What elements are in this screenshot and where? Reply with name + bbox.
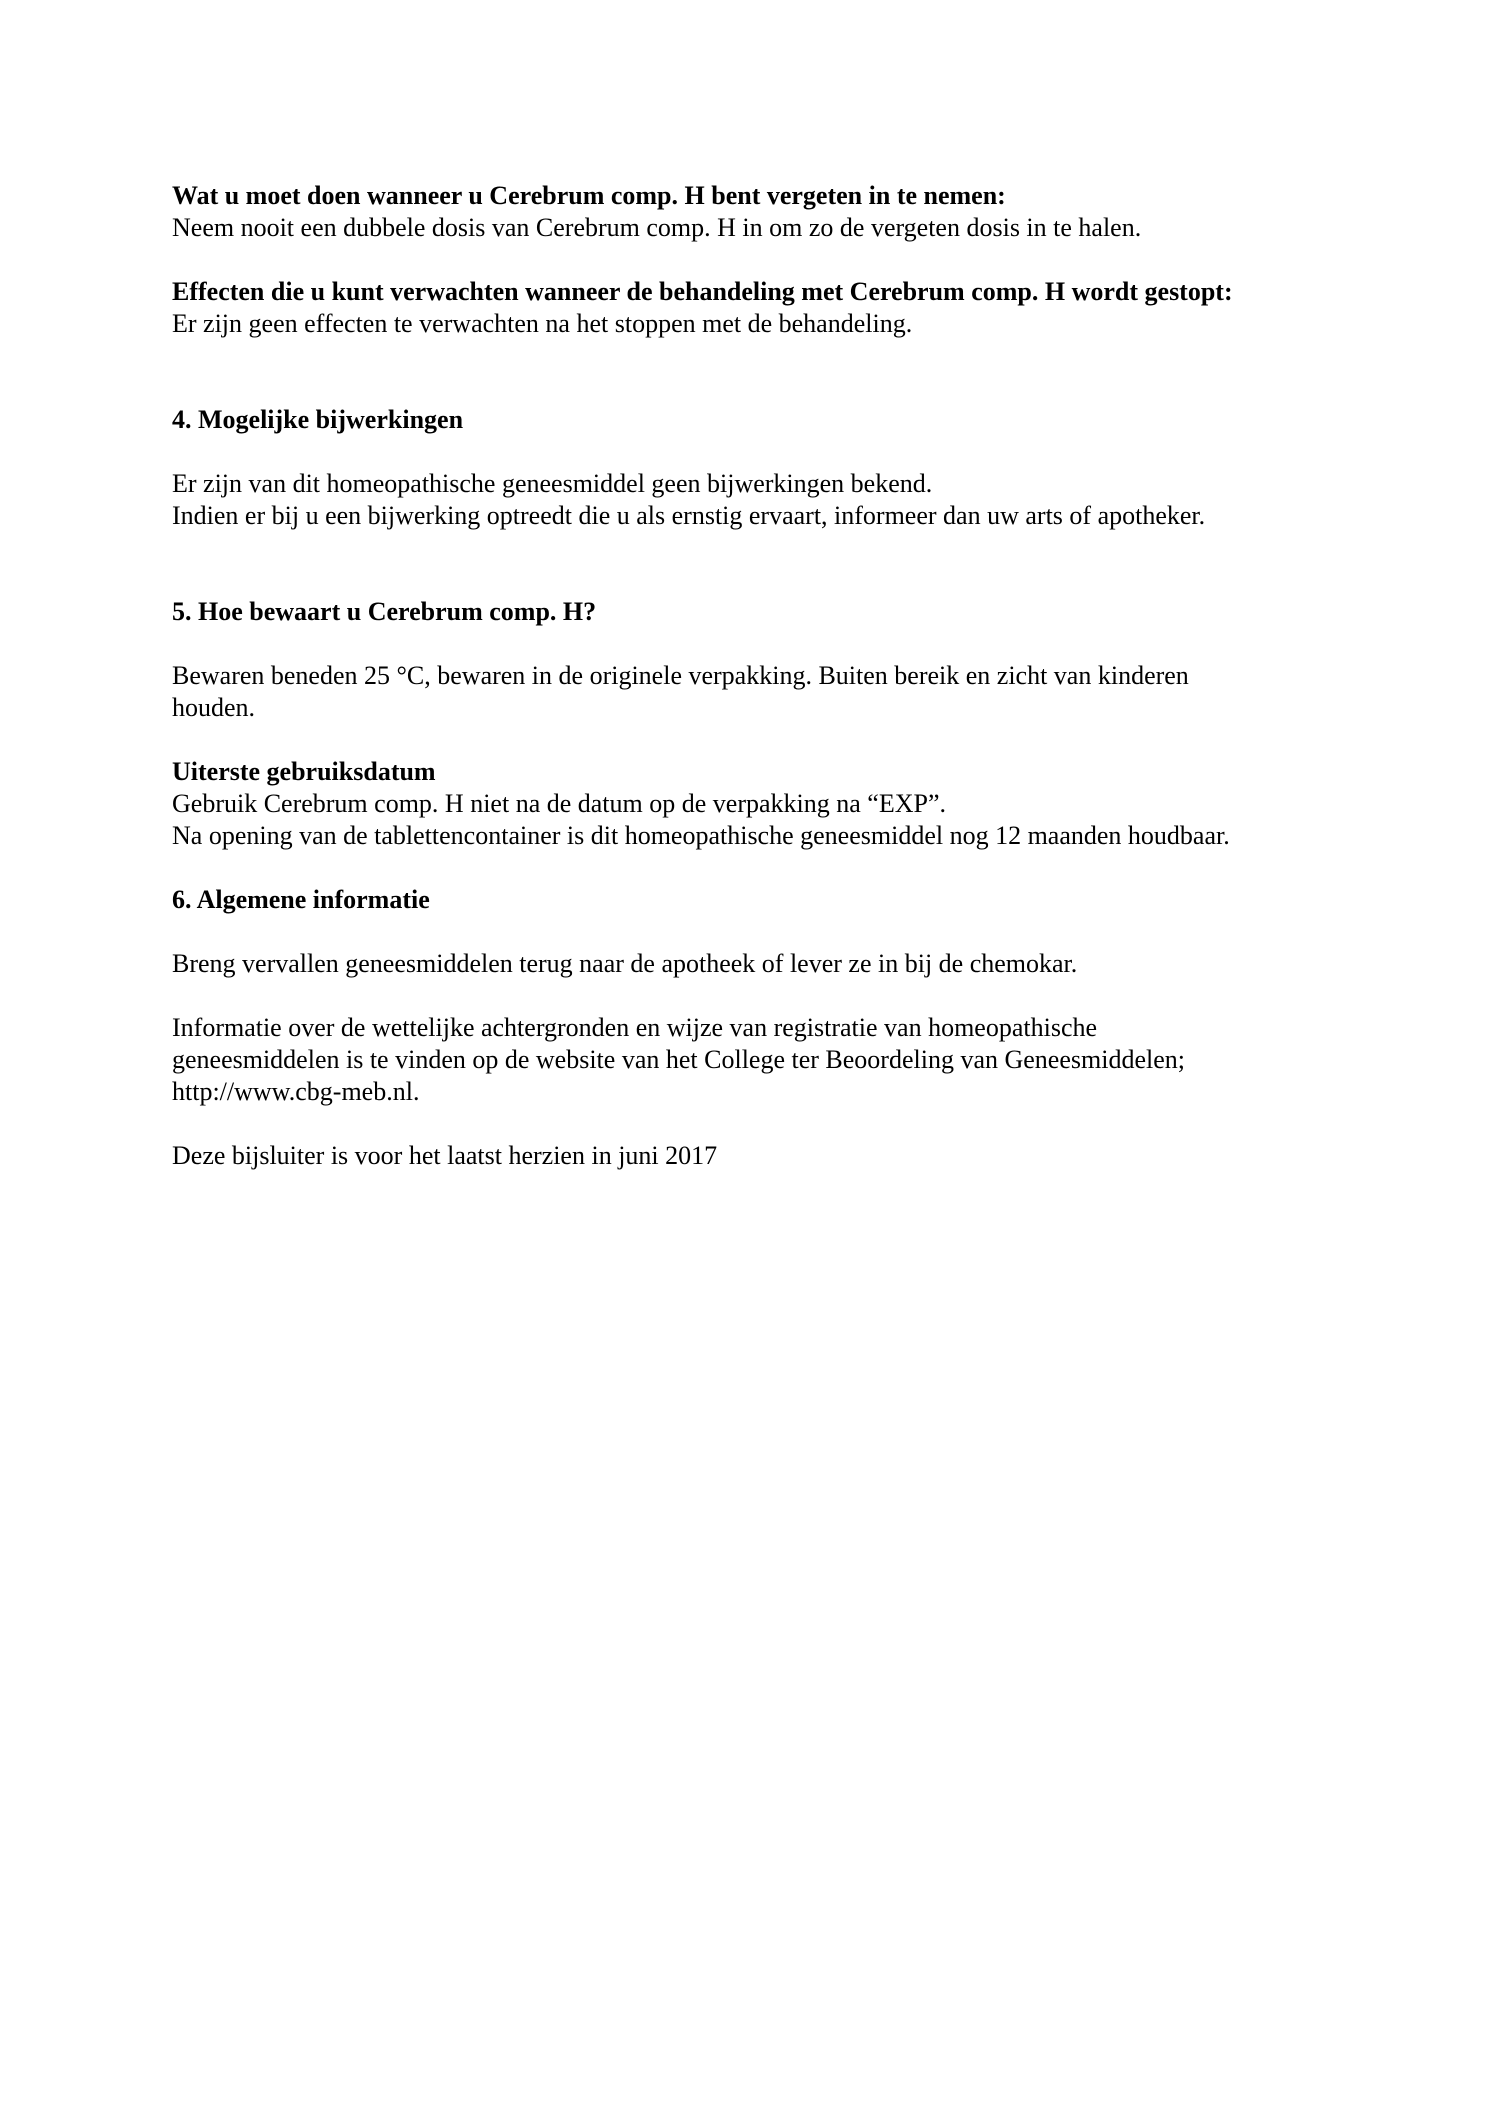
section6-info-url: http://www.cbg-meb.nl. [172, 1077, 420, 1106]
section6-info-line1: Informatie over de wettelijke achtergronden en wijze van registratie van homeopathische [172, 1013, 1098, 1042]
spacer [172, 532, 1344, 596]
section6-line1: Breng vervallen geneesmiddelen terug naar de apotheek of lever ze in bij de chemokar. [172, 949, 1078, 978]
stop-treatment-body: Er zijn geen effecten te verwachten na het stoppen met de behandeling. [172, 309, 913, 338]
spacer [172, 916, 1344, 948]
spacer [172, 340, 1344, 404]
expiry-line2: Na opening van de tablettencontainer is dit homeopathische geneesmiddel nog 12 maanden houdbaar. [172, 821, 1230, 850]
spacer [172, 852, 1344, 884]
section4-title: 4. Mogelijke bijwerkingen [172, 405, 464, 434]
spacer [172, 1108, 1344, 1140]
section6-title: 6. Algemene informatie [172, 885, 430, 914]
missed-dose-body: Neem nooit een dubbele dosis van Cerebrum comp. H in om zo de vergeten dosis in te halen. [172, 213, 1142, 242]
spacer [172, 980, 1344, 1012]
section4-line2: Indien er bij u een bijwerking optreedt die u als ernstig ervaart, informeer dan uw arts of apotheker. [172, 501, 1206, 530]
spacer [172, 244, 1344, 276]
section5-line2: houden. [172, 693, 256, 722]
spacer [172, 628, 1344, 660]
expiry-heading: Uiterste gebruiksdatum [172, 757, 436, 786]
section5-line1: Bewaren beneden 25 °C, bewaren in de originele verpakking. Buiten bereik en zicht van kinderen [172, 661, 1189, 690]
section6-info-line2: geneesmiddelen is te vinden op de website van het College ter Beoordeling van Geneesmiddelen; [172, 1045, 1185, 1074]
spacer [172, 436, 1344, 468]
section5-title: 5. Hoe bewaart u Cerebrum comp. H? [172, 597, 597, 626]
section4-line1: Er zijn van dit homeopathische geneesmiddel geen bijwerkingen bekend. [172, 469, 933, 498]
spacer [172, 724, 1344, 756]
missed-dose-heading: Wat u moet doen wanneer u Cerebrum comp. H bent vergeten in te nemen: [172, 181, 1006, 210]
expiry-line1: Gebruik Cerebrum comp. H niet na de datum op de verpakking na “EXP”. [172, 789, 946, 818]
revision-date-line: Deze bijsluiter is voor het laatst herzien in juni 2017 [172, 1141, 718, 1170]
stop-treatment-heading: Effecten die u kunt verwachten wanneer de behandeling met Cerebrum comp. H wordt gestopt: [172, 277, 1233, 306]
